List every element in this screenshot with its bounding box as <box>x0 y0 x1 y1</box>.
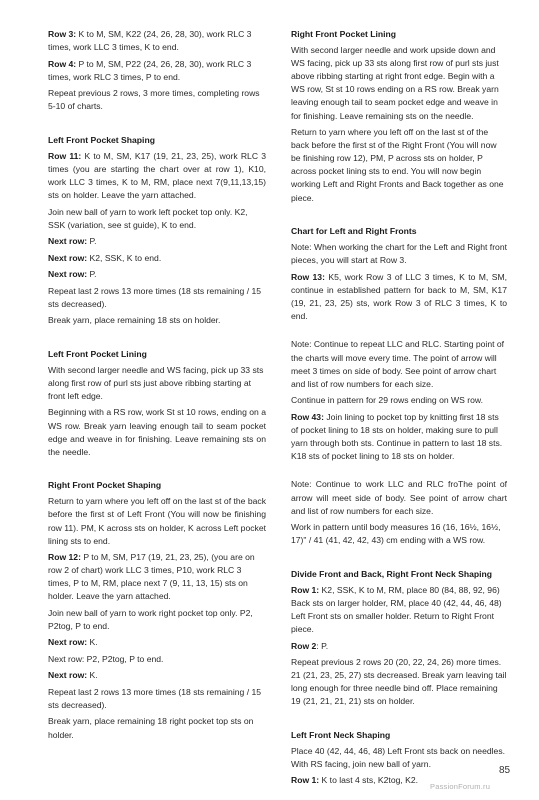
next-row-text: P. <box>87 236 97 247</box>
neck-place-paragraph: Place 40 (42, 44, 46, 48) Left Front sts back on needles. With RS facing, join new ball of yarn. <box>291 745 506 769</box>
right-next-row-2: Next row: P2, P2tog, P to end. <box>48 653 164 664</box>
next-row-text: P. <box>87 269 97 280</box>
left-next-row-3 <box>48 268 266 281</box>
left-repeat-paragraph: Repeat last 2 rows 13 more times (18 sts remaining / 15 sts decreased). <box>48 285 262 309</box>
row3-label: Row 3: <box>48 29 77 39</box>
row12-text: P to M, SM, P17 (19, 21, 23, 25), (you are on row 2 of chart) work LLC 3 times, P10, work RLC 3 times, P to M, RM, place next 7 (9, 11, 13, 15) sts on holder. Leave the yarn attached. <box>48 552 255 602</box>
row11-paragraph <box>48 150 266 202</box>
right-break-paragraph: Break yarn, place remaining 18 right pocket top sts on holder. <box>48 716 254 740</box>
row12-label: Row 12: <box>48 552 81 563</box>
row43-label: Row 43: <box>291 411 324 422</box>
right-lining-paragraph-1: With second larger needle and work upside down and WS facing, pick up 33 sts along first row of purl sts just above ribbing starting at right front edge. Begin with a WS row, St st 10 rows ending on a RS row. Break yarn leaving enough tail to seam pocket edge and weave in for finishing. Leave remaining sts on the needle. <box>291 45 499 121</box>
row43-paragraph <box>291 411 507 463</box>
left-break-paragraph: Break yarn, place remaining 18 sts on holder. <box>48 315 221 326</box>
row4-paragraph <box>48 58 266 84</box>
left-front-pocket-lining-heading: Left Front Pocket Lining <box>48 348 147 359</box>
row1-label: Row 1: <box>291 584 320 595</box>
right-pocket-join-paragraph: Join new ball of yarn to work right pocket top only. P2, P2tog, P to end. <box>48 607 253 631</box>
row4-label: Row 4: <box>48 58 77 69</box>
next-row-label: Next row: <box>48 252 88 263</box>
right-column <box>291 28 507 791</box>
divide-front-back-heading: Divide Front and Back, Right Front Neck Shaping <box>291 568 493 579</box>
left-front-pocket-shaping-heading: Left Front Pocket Shaping <box>48 134 155 145</box>
work-until-paragraph: Work in pattern until body measures 16 (16, 16½, 16½, 17)" / 41 (41, 42, 42, 43) cm ending with a WS row. <box>291 522 501 546</box>
right-front-pocket-shaping-heading: Right Front Pocket Shaping <box>48 480 162 491</box>
page-number: 85 <box>499 765 511 776</box>
right-lining-paragraph-2: Return to yarn where you left off on the last st of the back before the first st of the Right Front (You will now be finishing row 12), PM, P across sts on holder, P across pocket lining sts to end. You will now begin working Left and Right Fronts and Back together as one piece. <box>291 127 504 203</box>
row1-text: K2, SSK, K to M, RM, place 80 (84, 88, 92, 96) Back sts on larger holder, RM, place 40 (42, 44, 46, 48) Left Front sts on smaller holder. Return to Right Front piece. <box>291 584 502 635</box>
left-column <box>48 28 266 745</box>
row13-paragraph <box>291 271 507 323</box>
left-next-row-2 <box>48 252 266 265</box>
row43-text: Join lining to pocket top by knitting first 18 sts of pocket lining to 18 sts on holder, making sure to pull yarn through both sts. Continue in pattern to last 18 sts. K18 sts of pocket lining to 18 sts on holder. <box>291 411 503 461</box>
row3-paragraph <box>48 28 266 54</box>
repeat-rows-paragraph: Repeat previous 2 rows, 3 more times, completing rows 5-10 of charts. <box>48 88 260 112</box>
left-lining-paragraph-2: Beginning with a RS row, work St st 10 rows, ending on a WS row. Break yarn leaving enough tail to seam pocket edge and weave in for finishing. Leave remaining sts on the needle. <box>48 407 266 457</box>
next-row-text: K2, SSK, K to end. <box>87 252 162 263</box>
row12-paragraph <box>48 551 266 603</box>
row1-label: Row 1: <box>291 775 320 786</box>
row11-text: K to M, SM, K17 (19, 21, 23, 25), work RLC 3 times (you are starting the chart over at row 1), K10, work LLC 3 times, K to M, RM, place next 7(9,11,13,15) sts on holder. Leave the yarn attached. <box>48 150 266 201</box>
right-next-row-3 <box>48 669 266 682</box>
next-row-label: Next row: <box>48 269 88 280</box>
chart-note-1: Note: When working the chart for the Left and Right front pieces, you will start at Row 3. <box>291 242 507 266</box>
row2-text: : P. <box>316 640 329 651</box>
chart-note-3: Note: Continue to work LLC and RLC froThe point of arrow will meet side of body. See point of arrow chart and list of row numbers for each size. <box>291 479 507 516</box>
chart-fronts-heading: Chart for Left and Right Fronts <box>291 226 417 236</box>
row1-text: K to last 4 sts, K2tog, K2. <box>319 775 419 786</box>
next-row-label: Next row: <box>48 236 88 247</box>
right-next-row-1 <box>48 636 266 649</box>
next-row-text: K. <box>87 637 98 648</box>
next-row-text: K. <box>87 670 98 681</box>
row13-label: Row 13: <box>291 271 325 282</box>
continue-29-rows: Continue in pattern for 29 rows ending on WS row. <box>291 395 484 406</box>
left-pocket-join-paragraph: Join new ball of yarn to work left pocket top only. K2, SSK (variation, see st guide), K to end. <box>48 206 248 230</box>
divide-repeat-paragraph: Repeat previous 2 rows 20 (20, 22, 24, 26) more times. 21 (21, 23, 25, 27) sts decreased. Break yarn leaving tail long enough for three needle bind off. Place remaining 19 (21, 21, 21, 21) sts on holder. <box>291 657 507 707</box>
row13-text: K5, work Row 3 of LLC 3 times, K to M, SM, continue in established pattern for back to M, SM, K17 (19, 21, 23, 25) sts, work Row 3 of RLC 3 times, K to end. <box>291 271 507 321</box>
left-lining-paragraph-1: With second larger needle and WS facing, pick up 33 sts along first row of purl sts just above ribbing starting at front left edge. <box>48 364 264 401</box>
left-front-neck-shaping-heading: Left Front Neck Shaping <box>291 729 391 740</box>
row2-label: Row 2 <box>291 640 317 651</box>
divide-row2-paragraph <box>291 640 507 653</box>
right-front-pocket-lining-heading: Right Front Pocket Lining <box>291 29 397 39</box>
right-repeat-paragraph: Repeat last 2 rows 13 more times (18 sts remaining / 15 sts decreased). <box>48 686 262 710</box>
next-row-label: Next row: <box>48 670 88 681</box>
divide-row1-paragraph <box>291 584 507 636</box>
next-row-label: Next row: <box>48 637 88 648</box>
left-next-row-1 <box>48 235 266 248</box>
right-shaping-paragraph-1: Return to yarn where you left off on the last st of the back before the first st of Left Front (You will now be finishing row 11). PM, K across sts on holder, K across Left pocket lining sts to end. <box>48 496 266 546</box>
row3-text: K to M, SM, K22 (24, 26, 28, 30), work RLC 3 times, work LLC 3 times, K to end. <box>48 29 252 53</box>
watermark: PassionForum.ru <box>430 782 491 791</box>
row4-text: P to M, SM, P22 (24, 26, 28, 30), work RLC 3 times, work RLC 3 times, P to end. <box>48 58 252 82</box>
row11-label: Row 11: <box>48 150 82 161</box>
chart-note-2: Note: Continue to repeat LLC and RLC. Starting point of the charts will move every time. The point of arrow will meet 3 times on side of body. See point of arrow chart and list of row numbers for each size. <box>291 339 505 389</box>
